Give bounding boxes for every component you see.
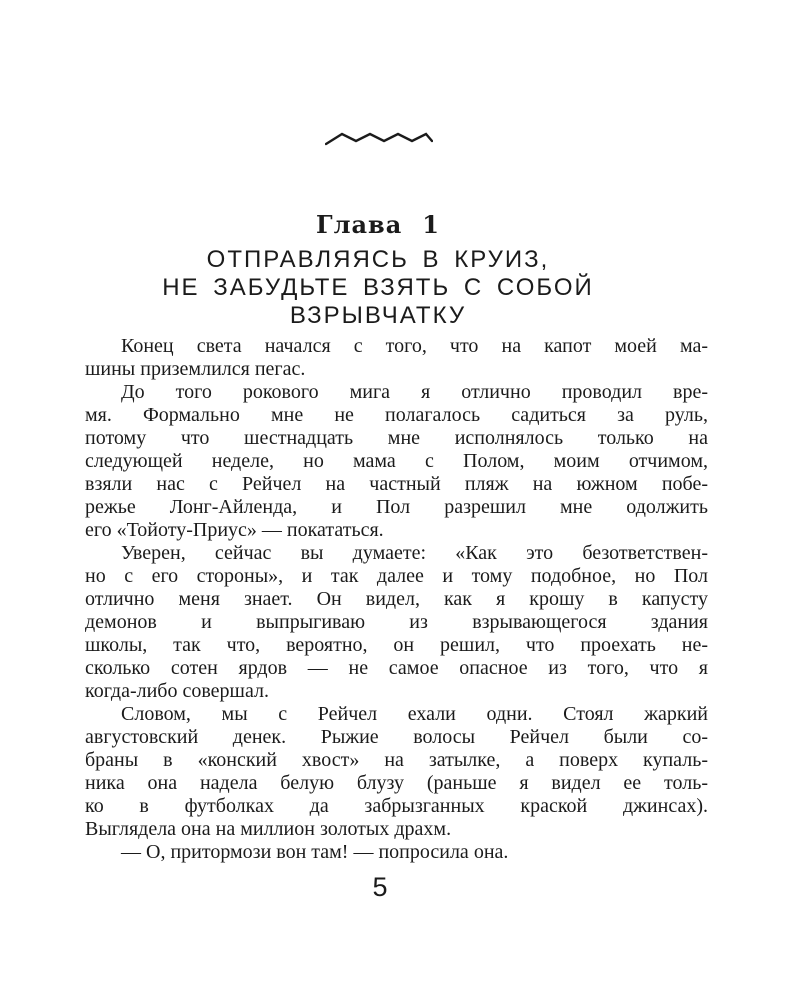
text-line: взяли нас с Рейчел на частный пляж на южном побе- — [85, 473, 708, 495]
text-line: До того рокового мига я отлично проводил вре- — [121, 381, 708, 403]
text-line: потому что шестнадцать мне исполнялось только на — [85, 427, 708, 449]
text-line: следующей неделе, но мама с Полом, моим отчимом, — [85, 450, 708, 472]
text-line: школы, так что, вероятно, он решил, что проехать не- — [85, 634, 708, 656]
chapter-title-line: НЕ ЗАБУДЬТЕ ВЗЯТЬ С СОБОЙ — [162, 274, 594, 301]
zigzag-wave-ornament-icon — [325, 131, 433, 147]
chapter-heading-number: 1 — [422, 210, 440, 239]
text-line: режье Лонг-Айленда, и Пол разрешил мне одолжить — [85, 496, 708, 518]
paragraph — [85, 542, 708, 703]
text-line: Уверен, сейчас вы думаете: «Как это безответствен- — [121, 542, 708, 564]
paragraph — [85, 381, 708, 542]
text-line: Словом, мы с Рейчел ехали одни. Стоял жаркий — [121, 703, 708, 725]
paragraph — [85, 335, 708, 381]
text-line: ко в футболках да забрызганных краской джинсах). — [85, 795, 708, 817]
text-line: сколько сотен ярдов — не самое опасное из того, что я — [85, 657, 708, 679]
body-text — [85, 335, 708, 864]
text-line: отлично меня знает. Он видел, как я крошу в капусту — [85, 588, 708, 610]
text-line: ника она надела белую блузу (раньше я видел ее толь- — [85, 772, 708, 794]
chapter-title — [0, 246, 756, 330]
text-line: браны в «конский хвост» на затылке, а поверх купаль- — [85, 749, 708, 771]
chapter-title-line: ОТПРАВЛЯЯСЬ В КРУИЗ, — [206, 246, 550, 273]
paragraph — [85, 841, 708, 864]
chapter-heading-word: Глава — [316, 210, 403, 239]
chapter-heading — [0, 212, 756, 238]
chapter-title-line: ВЗРЫВЧАТКУ — [289, 302, 467, 329]
page-number: 5 — [372, 872, 388, 902]
text-line: Выглядела она на миллион золотых драхм. — [85, 818, 452, 840]
text-line: Конец света начался с того, что на капот моей ма- — [121, 335, 708, 357]
text-line: демонов и выпрыгиваю из взрывающегося здания — [85, 611, 708, 633]
text-line: его «Тойоту-Приус» — покататься. — [85, 519, 384, 541]
text-line: шины приземлился пегас. — [85, 358, 306, 380]
text-line: — О, притормози вон там! — попросила она. — [121, 841, 509, 863]
text-line: мя. Формально мне не полагалось садиться за руль, — [85, 404, 708, 426]
text-line: но с его стороны», и так далее и тому подобное, но Пол — [85, 565, 708, 587]
paragraph — [85, 703, 708, 841]
text-line: когда-либо совершал. — [85, 680, 269, 702]
text-line: августовский денек. Рыжие волосы Рейчел были со- — [85, 726, 708, 748]
